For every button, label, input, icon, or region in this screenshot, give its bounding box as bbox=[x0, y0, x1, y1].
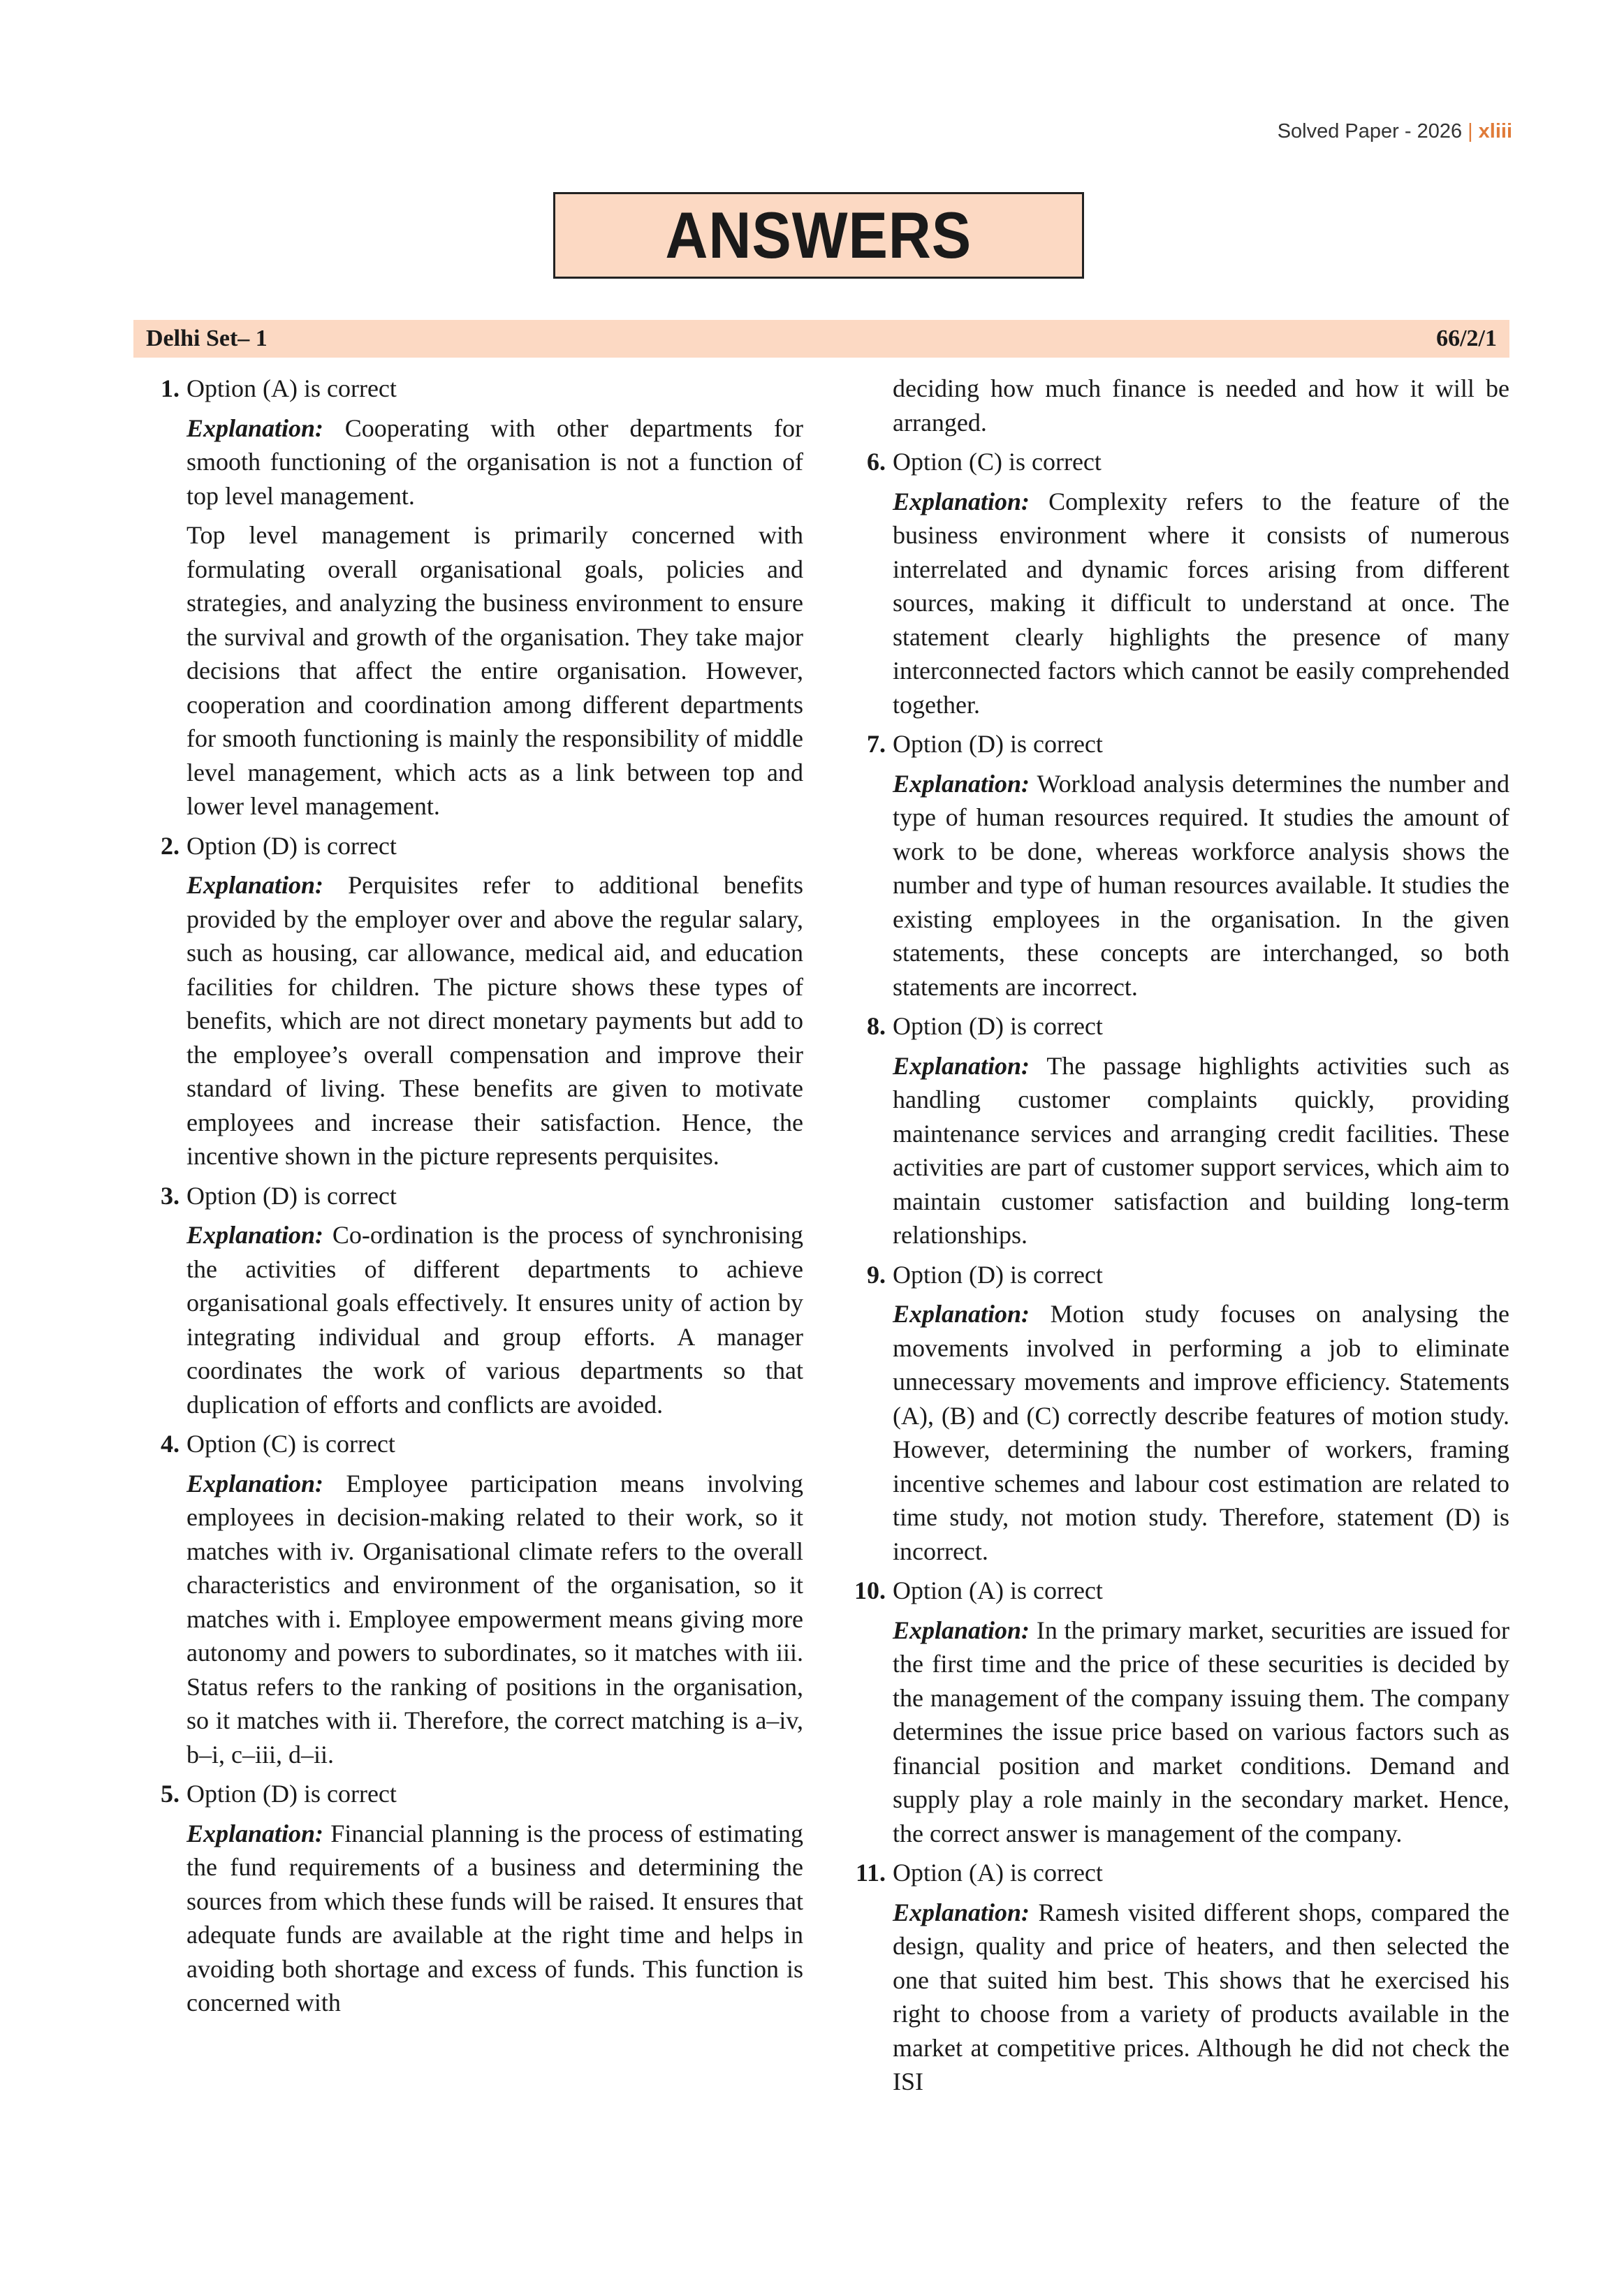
question-number: 11. bbox=[855, 1859, 886, 1887]
question-number: 4. bbox=[161, 1430, 180, 1458]
explanation-text: Financial planning is the process of estimating the fund requirements of a business and determining the sources from which these funds will be raised. It ensures that adequate funds are available at the right time and helps in avoiding both shortage and excess of funds. This function is concerned with bbox=[186, 1819, 803, 2016]
running-head bbox=[1278, 120, 1512, 143]
answers-title: ANSWERS bbox=[665, 198, 972, 272]
explanation-text: The passage highlights activities such as handling customer complaints quickly, providing maintenance services and arranging credit facilities. These activities are part of customer support services, which aim to maintain customer satisfaction and building long-term relationships. bbox=[893, 1051, 1510, 1249]
answer-option: Option (D) is correct bbox=[186, 1181, 397, 1210]
question-number: 5. bbox=[161, 1780, 180, 1808]
right-column bbox=[842, 372, 1509, 2104]
answer-option: Option (D) is correct bbox=[893, 730, 1103, 758]
question-6 bbox=[842, 445, 1509, 722]
answer-option: Option (D) is correct bbox=[893, 1012, 1103, 1040]
explanation-label: Explanation: bbox=[186, 1469, 324, 1498]
answers-title-box bbox=[553, 192, 1084, 279]
explanation bbox=[893, 1049, 1509, 1252]
explanation bbox=[893, 1896, 1509, 2099]
question-number: 7. bbox=[867, 730, 886, 758]
explanation-text: Perquisites refer to additional benefits provided by the employer over and above the regular salary, such as housing, car allowance, medical aid, and education facilities for children. The picture shows these types of benefits, which are not direct monetary payments but add to the employee’s overall compensation and improve their standard of living. These benefits are given to motivate employees and increase their satisfaction. Hence, the incentive shown in the picture represents perquisites. bbox=[186, 871, 804, 1170]
answer-option: Option (D) is correct bbox=[893, 1260, 1103, 1289]
explanation bbox=[893, 767, 1509, 1004]
explanation-label: Explanation: bbox=[893, 1051, 1030, 1080]
answer-option: Option (C) is correct bbox=[186, 1430, 395, 1458]
question-number: 6. bbox=[867, 448, 886, 476]
explanation-paragraph: Top level management is primarily concerned with formulating overall organisational goals, policies and strategies, and analyzing the business environment to ensure the survival and growth of the organisation. They take major decisions that affect the entire organisation. However, cooperation and coordination among different departments for smooth functioning is mainly the responsibility of middle level management, which acts as a link between top and lower level management. bbox=[186, 521, 803, 820]
page-number: xliii bbox=[1478, 120, 1512, 142]
explanation-label: Explanation: bbox=[186, 1819, 324, 1847]
explanation-label: Explanation: bbox=[186, 1221, 324, 1249]
running-head-title: Solved Paper - 2026 bbox=[1277, 120, 1463, 142]
explanation bbox=[893, 1613, 1509, 1851]
explanation-label: Explanation: bbox=[893, 487, 1030, 515]
answer-option: Option (D) is correct bbox=[186, 831, 397, 860]
question-number: 8. bbox=[867, 1012, 886, 1040]
explanation bbox=[186, 411, 803, 513]
question-number: 1. bbox=[161, 374, 180, 402]
question-7 bbox=[842, 727, 1509, 1004]
explanation-label: Explanation: bbox=[186, 413, 324, 442]
question-10 bbox=[842, 1574, 1509, 1850]
question-5 bbox=[136, 1777, 803, 2020]
answer-option: Option (C) is correct bbox=[893, 448, 1102, 476]
explanation-text: Employee participation means involving employees in decision-making related to their work, so it matches with iv. Organisational climate refers to the overall characteristics and environment of the organisation, so it matches with i. Employee empowerment means giving more autonomy and powers to subordinates, so it matches with iii. Status refers to the ranking of positions in the organisation, so it matches with ii. Therefore, the correct matching is a–iv, b–i, c–iii, d–ii. bbox=[186, 1469, 804, 1769]
explanation-label: Explanation: bbox=[893, 1300, 1030, 1328]
explanation-label: Explanation: bbox=[893, 1898, 1030, 1926]
explanation bbox=[893, 1297, 1509, 1568]
question-11 bbox=[842, 1856, 1509, 2099]
question-number: 10. bbox=[854, 1576, 886, 1604]
explanation-text: In the primary market, securities are issued for the first time and the price of these securities is decided by the management of the company issuing them. The company determines the issue price based on various factors such as financial position and market conditions. Demand and supply play a role mainly in the secondary market. Hence, the correct answer is management of the company. bbox=[893, 1616, 1510, 1847]
explanation-label: Explanation: bbox=[893, 1616, 1030, 1644]
explanation bbox=[186, 1817, 803, 2020]
question-3 bbox=[136, 1179, 803, 1422]
continued-text: deciding how much finance is needed and how it will be arranged. bbox=[893, 374, 1509, 437]
answer-option: Option (A) is correct bbox=[186, 374, 397, 402]
question-9 bbox=[842, 1258, 1509, 1569]
explanation-label: Explanation: bbox=[186, 871, 324, 899]
question-number: 2. bbox=[161, 831, 180, 860]
explanation-text: Cooperating with other departments for smooth functioning of the organisation is not a function of top level management. bbox=[186, 413, 803, 510]
explanation bbox=[186, 1467, 803, 1772]
question-number: 9. bbox=[867, 1260, 886, 1289]
answer-option: Option (A) is correct bbox=[893, 1576, 1103, 1604]
question-number: 3. bbox=[161, 1181, 180, 1210]
explanation-text: Motion study focuses on analysing the movements involved in performing a job to eliminate unnecessary movements and improve efficiency. Statements (A), (B) and (C) correctly describe features of motion study. However, determining the number of workers, framing incentive schemes and labour cost estimation are related to time study, not motion study. Therefore, statement (D) is incorrect. bbox=[893, 1300, 1509, 1565]
explanation-text: Complexity refers to the feature of the business environment where it consists of numerous interrelated and dynamic forces arising from different sources, making it difficult to understand at once. The statement clearly highlights the presence of many interconnected factors which cannot be easily comprehended together. bbox=[893, 487, 1510, 719]
left-column bbox=[136, 372, 803, 2026]
question-2 bbox=[136, 829, 803, 1173]
explanation-text: Co-ordination is the process of synchronising the activities of different departments to achieve organisational goals effectively. It ensures unity of action by integrating individual and group efforts. A manager coordinates the work of various departments so that duplication of efforts and conflicts are avoided. bbox=[186, 1221, 803, 1419]
explanation-label: Explanation: bbox=[893, 769, 1030, 798]
explanation-text: Ramesh visited different shops, compared the design, quality and price of heaters, and then selected the one that suited him best. This shows that he exercised his right to choose from a variety of products available in the market at competitive prices. Although he did not check the ISI bbox=[893, 1898, 1509, 2095]
explanation-text: Workload analysis determines the number and type of human resources required. It studies the amount of work to be done, whereas workforce analysis shows the number and type of human resources available. It studies the existing employees in the organisation. In the given statements, these concepts are interchanged, so both statements are incorrect. bbox=[893, 769, 1509, 1001]
answer-option: Option (A) is correct bbox=[893, 1859, 1103, 1887]
explanation bbox=[893, 485, 1509, 722]
set-name: Delhi Set– 1 bbox=[146, 325, 268, 351]
set-bar bbox=[133, 320, 1509, 358]
question-4 bbox=[136, 1427, 803, 1771]
running-head-separator: | bbox=[1468, 120, 1473, 142]
answer-option: Option (D) is correct bbox=[186, 1780, 397, 1808]
set-code: 66/2/1 bbox=[1436, 325, 1497, 351]
question-8 bbox=[842, 1009, 1509, 1252]
explanation bbox=[186, 1218, 803, 1421]
question-1 bbox=[136, 372, 803, 823]
explanation bbox=[186, 868, 803, 1173]
